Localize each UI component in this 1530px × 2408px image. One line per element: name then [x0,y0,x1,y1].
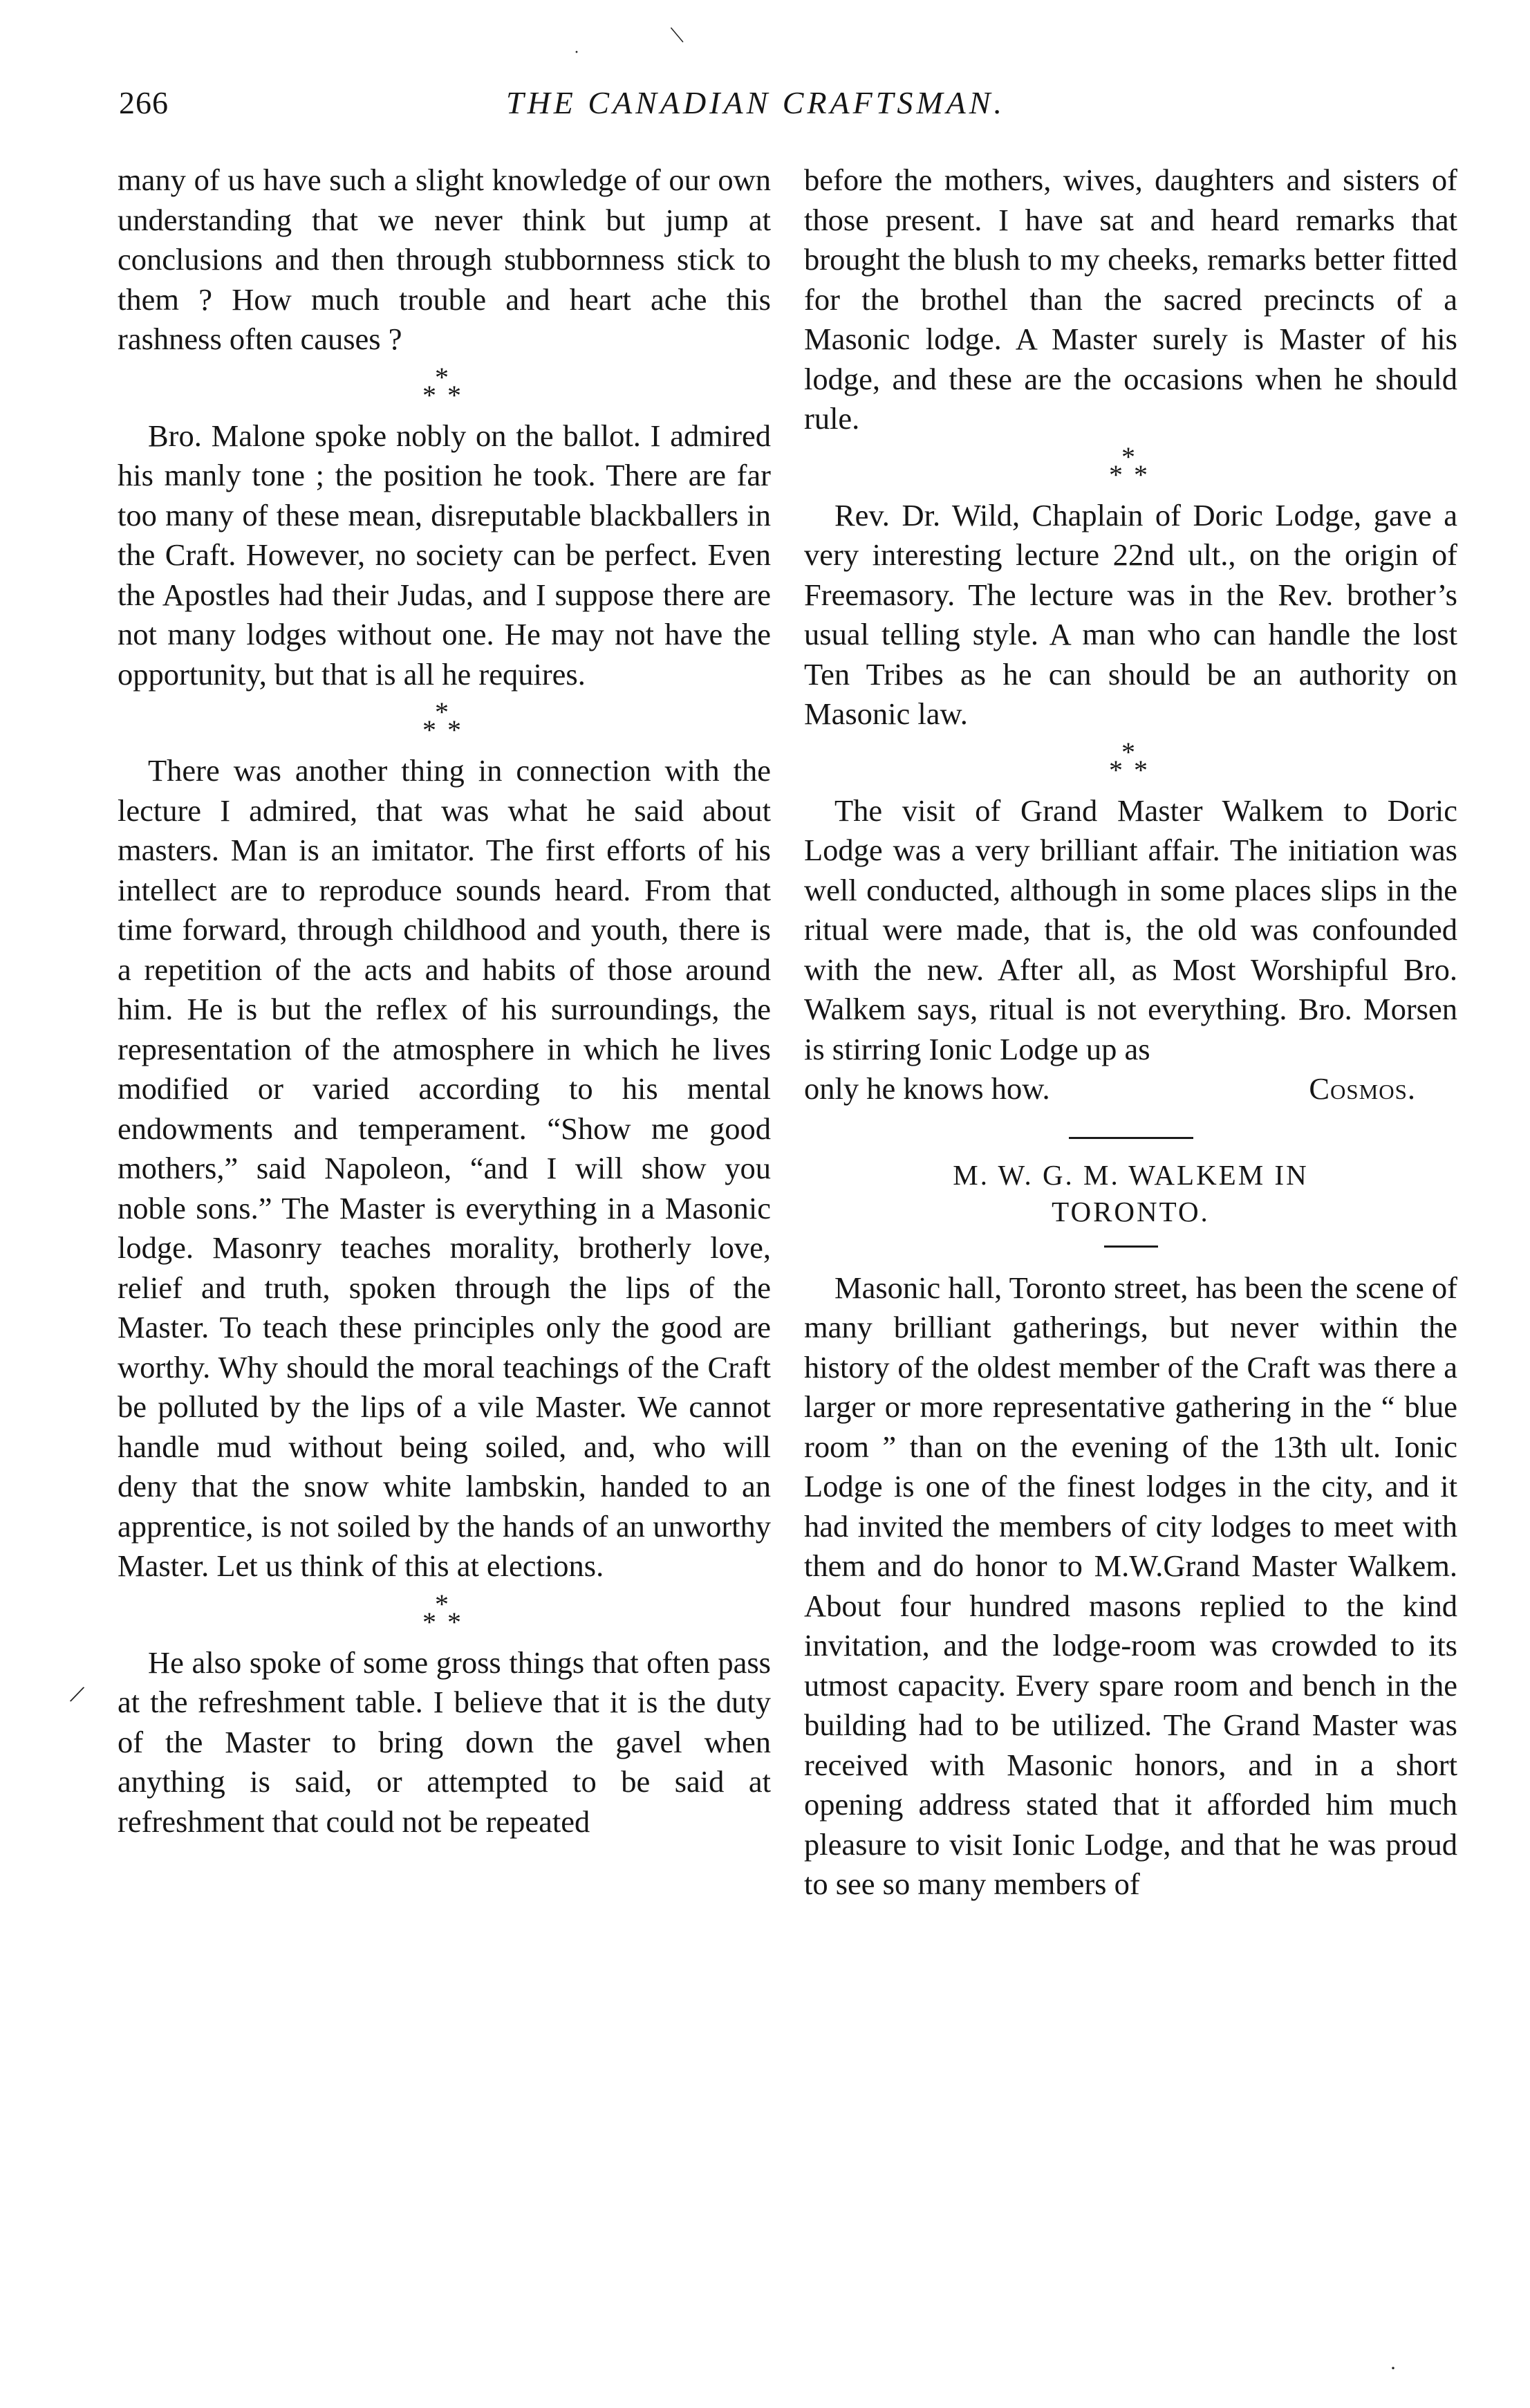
running-header [119,84,1460,133]
paragraph: Bro. Malone spoke nobly on the ballot. I admired his manly tone ; the position he took. There are far too many of these mean, disreputable blackballers in the Craft. However, no society can be perfect. Even the Apostles had their Judas, and I suppose there are not many lodges without one. He may not have the opportunity, but that is all he requires. [118,418,771,692]
asterism-divider [804,439,1457,496]
ink-dot: · [1390,2357,1397,2380]
asterism-star: * [447,714,461,745]
asterism-star: * [1109,459,1123,490]
closing-line [804,1069,1457,1109]
asterism-star: * [435,361,449,393]
section-rule [1069,1137,1193,1139]
paragraph: before the mothers, wives, daughters and sisters of those present. I have sat and heard remarks that brought the blush to my cheeks, remarks better fitted for the brothel than the sacred precincts of a Masonic lodge. A Master surely is Master of his lodge, and these are the occasions when he should rule. [804,163,1457,436]
ink-mark: | [666,24,685,44]
ink-mark: / [67,1678,88,1710]
asterism-divider [118,1586,771,1643]
section-heading: M. W. G. M. WALKEM IN TORONTO. [953,1158,1309,1228]
asterism-star: * [422,1606,436,1638]
asterism-divider [804,734,1457,791]
running-title: THE CANADIAN CRAFTSMAN. [506,85,1005,120]
asterism-divider [118,694,771,751]
author-signature: Cosmos. [1309,1071,1416,1106]
asterism-star: * [447,379,461,411]
ink-dot: · [574,44,579,62]
paragraph: He also spoke of some gross things that often pass at the refreshment table. I believe that it is the duty of the Master to bring down the gavel when anything is said, or attempted to be said at refreshment that could not be repeated [118,1645,771,1839]
paragraph: many of us have such a slight knowledge of our own understanding that we never think but jump at conclusions and then through stubbornness stick to them ? How much trouble and heart ache this rashness often causes ? [118,163,771,356]
asterism-star: * [422,379,436,411]
left-column [118,160,771,1842]
paragraph: There was another thing in connection with the lecture I admired, that was what he said about masters. Man is an imitator. The first efforts of his intellect are to reproduce sounds heard. From that time forward, through childhood and youth, there is a repetition of the acts and habits of those around him. He is but the reflex of his surroundings, the representation of the atmosphere in which he lives modified or varied according to his mental endowments and temperament. “Show me good mothers,” said Napoleon, “and I will show you noble sons.” The Master is everything in a Masonic lodge. Masonry teaches morality, brotherly love, relief and truth, spoken through the lips of the Master. To teach these principles only the good are worthy. Why should the moral teachings of the Craft be polluted by the lips of a vile Master. We cannot handle mud without being soiled, and, who will deny that the snow white lambskin, handed to an apprentice, is not soiled by the hands of an unworthy Master. Let us think of this at elections. [118,753,771,1583]
asterism-star: * [435,696,449,728]
paragraph: Masonic hall, Toronto street, has been the scene of many brilliant gatherings, but never within the history of the oldest member of the Craft was there a larger or more representative gathering in the “ blue room ” than on the evening of the 13th ult. Ionic Lodge is one of the finest lodges in the city, and it had invited the members of city lodges to meet with them and do honor to M.W.Grand Master Walkem. About four hundred masons replied to the kind invitation, and the lodge-room was crowded to its utmost capacity. Every spare room and bench in the building had to be utilized. The Grand Master was received with Masonic honors, and in a short opening address stated that it afforded him much pleasure to visit Ionic Lodge, and that he was proud to see so many members of [804,1270,1457,1901]
paragraph: Rev. Dr. Wild, Chaplain of Doric Lodge, gave a very interesting lecture 22nd ult., on the origin of Freemasory. The lecture was in the Rev. brother’s usual telling style. A man who can handle the lost Ten Tribes as he can should be an authority on Masonic law. [804,497,1457,731]
heading-rule [1104,1245,1158,1248]
asterism-star: * [1121,736,1135,768]
asterism-star: * [1134,754,1148,786]
page-number: 266 [119,85,169,120]
asterism-star: * [435,1588,449,1620]
asterism-divider [118,360,771,416]
paragraph: The visit of Grand Master Walkem to Doric Lodge was a very brilliant affair. The initiation was well conducted, although in some places slips in the ritual were made, that is, the old was confounded with the new. After all, as Most Worshipful Bro. Walkem says, ritual is not everything. Bro. Morsen is stirring Ionic Lodge up as [804,793,1457,1066]
asterism-star: * [447,1606,461,1638]
closing-text: only he knows how. [804,1071,1050,1106]
asterism-star: * [1121,441,1135,472]
asterism-star: * [422,714,436,745]
asterism-star: * [1109,754,1123,786]
right-column [804,160,1457,1905]
asterism-star: * [1134,459,1148,490]
